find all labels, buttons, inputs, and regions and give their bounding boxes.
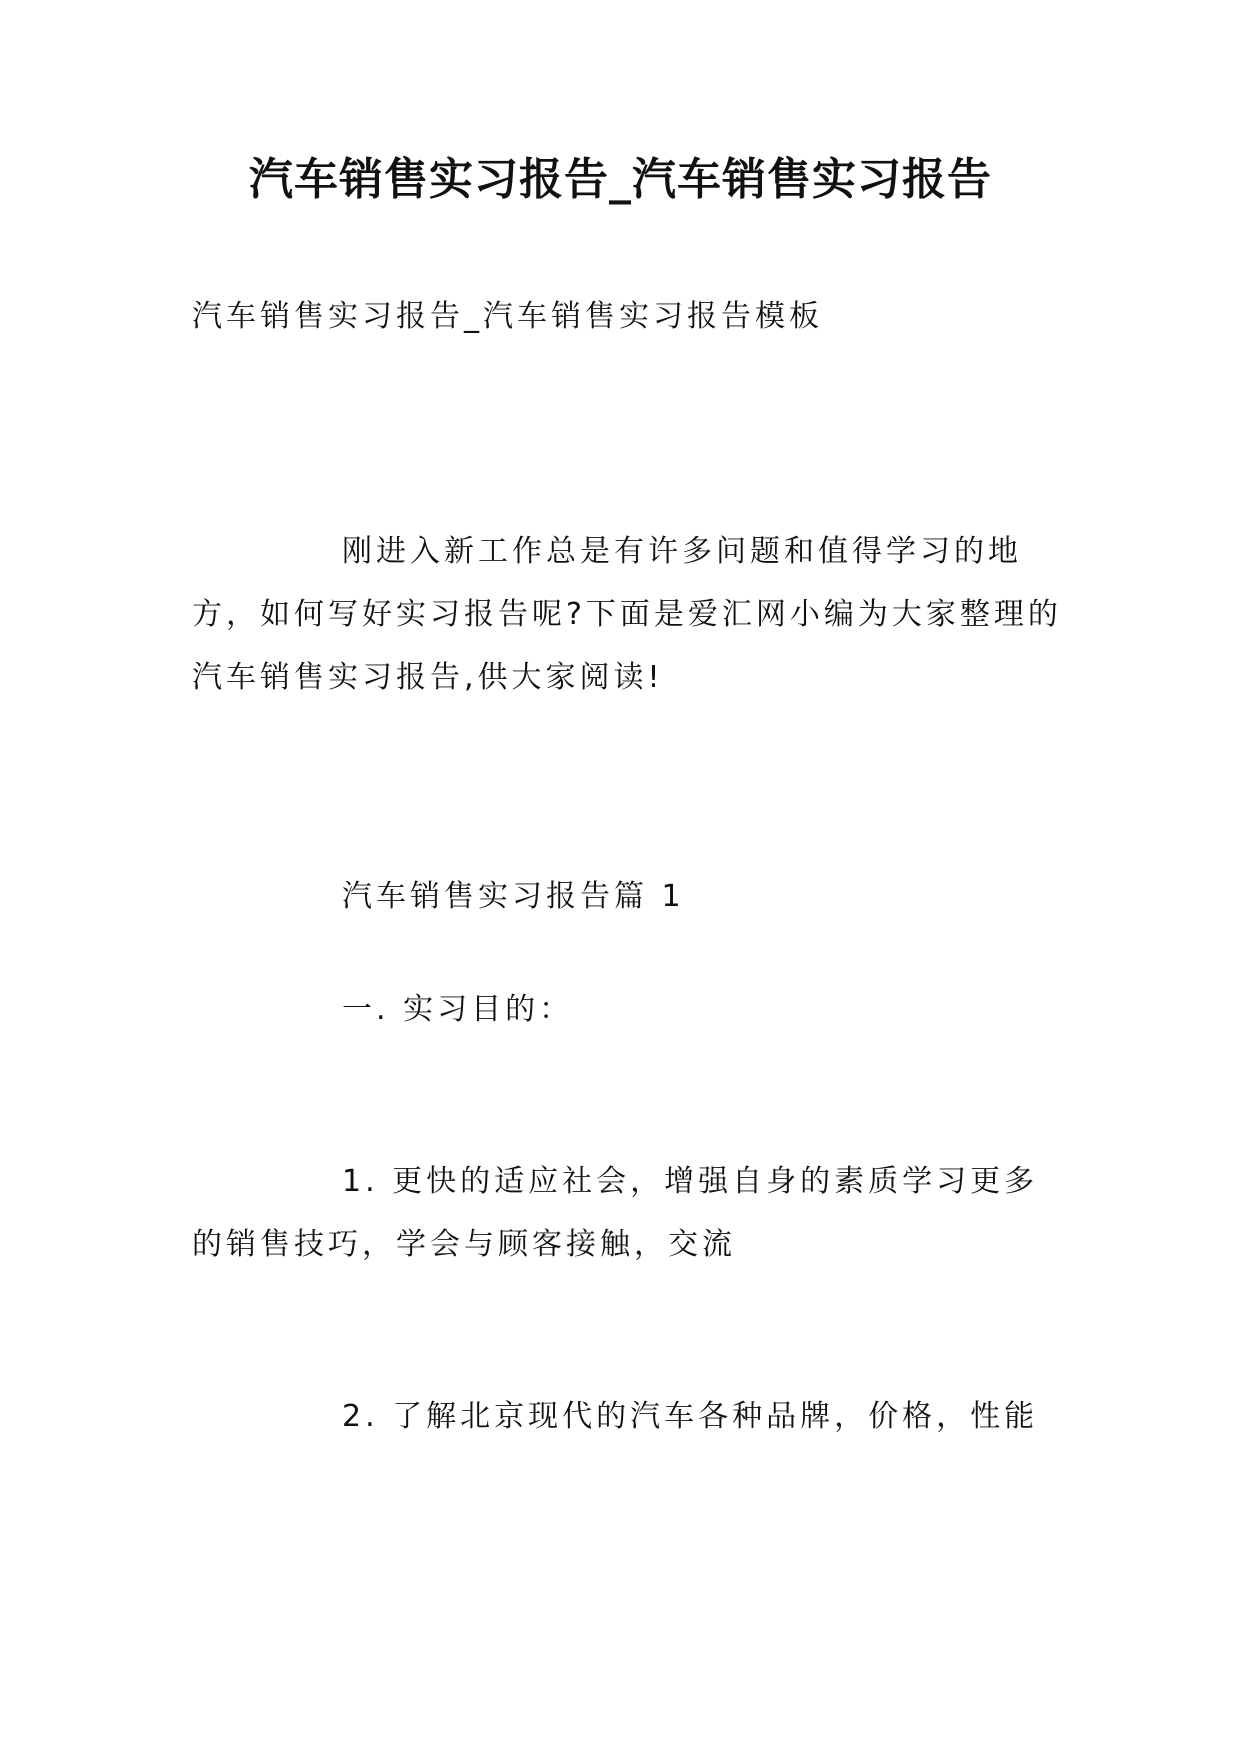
list-item-2: 2. 了解北京现代的汽车各种品牌，价格，性能 [342, 1399, 1039, 1434]
section-subheading: 一. 实习目的： [342, 992, 574, 1027]
document-title: 汽车销售实习报告_汽车销售实习报告 [249, 154, 992, 205]
document-subtitle: 汽车销售实习报告_汽车销售实习报告模板 [192, 299, 823, 334]
list-item-1: 1. 更快的适应社会，增强自身的素质学习更多的销售技巧，学会与顾客接触，交流 [192, 1164, 1039, 1262]
intro-paragraph: 刚进入新工作总是有许多问题和值得学习的地方，如何写好实习报告呢?下面是爱汇网小编为大家整理的汽车销售实习报告,供大家阅读! [192, 534, 1062, 695]
section-heading: 汽车销售实习报告篇 1 [342, 879, 685, 914]
